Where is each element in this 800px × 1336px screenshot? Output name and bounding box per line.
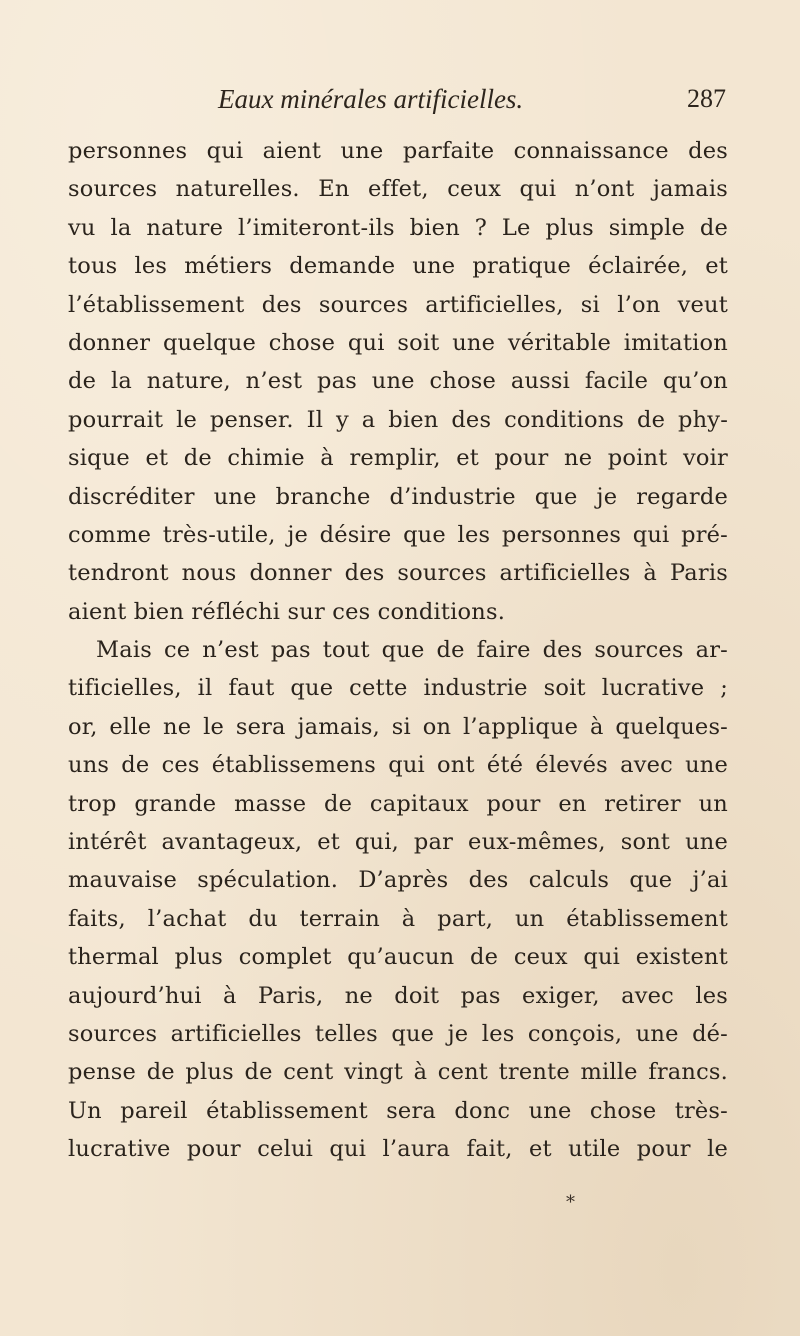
text-line: donner quelque chose qui soit une véritable imitation bbox=[68, 329, 728, 356]
text-line: tificielles, il faut que cette industrie soit lucrative ; bbox=[68, 675, 728, 702]
page-number: 287 bbox=[687, 84, 726, 113]
paragraph-last-line: aient bien réfléchi sur ces conditions. bbox=[68, 598, 506, 625]
text-line: sources naturelles. En effet, ceux qui n’ont jamais bbox=[68, 176, 728, 203]
text-line: faits, l’achat du terrain à part, un établissement bbox=[68, 905, 728, 932]
text-line: lucrative pour celui qui l’aura fait, et utile pour le bbox=[68, 1136, 728, 1163]
text-line: pense de plus de cent vingt à cent trente mille francs. bbox=[68, 1059, 728, 1086]
text-line: pourrait le penser. Il y a bien des conditions de phy- bbox=[68, 406, 728, 433]
text-line: sources artificielles telles que je les conçois, une dé- bbox=[68, 1020, 728, 1047]
text-line: tous les métiers demande une pratique éclairée, et bbox=[68, 253, 728, 280]
text-line: Un pareil établissement sera donc une chose très- bbox=[68, 1097, 728, 1124]
text-line: l’établissement des sources artificielles, si l’on veut bbox=[68, 291, 728, 318]
running-head bbox=[68, 84, 726, 120]
text-line: uns de ces établissemens qui ont été élevés avec une bbox=[68, 752, 728, 779]
text-line: thermal plus complet qu’aucun de ceux qui existent bbox=[68, 944, 728, 971]
text-line: comme très-utile, je désire que les personnes qui pré- bbox=[68, 521, 728, 548]
text-line: or, elle ne le sera jamais, si on l’applique à quelques- bbox=[68, 713, 728, 740]
text-line: discréditer une branche d’industrie que je regarde bbox=[68, 483, 728, 510]
text-line: intérêt avantageux, et qui, par eux-mêmes, sont une bbox=[68, 829, 728, 856]
text-line: sique et de chimie à remplir, et pour ne point voir bbox=[68, 445, 728, 472]
text-line: mauvaise spéculation. D’après des calculs que j’ai bbox=[68, 867, 728, 894]
text-line: personnes qui aient une parfaite connaissance des bbox=[68, 138, 728, 164]
signature-mark: * bbox=[566, 1192, 575, 1213]
text-line: aujourd’hui à Paris, ne doit pas exiger, avec les bbox=[68, 982, 728, 1009]
text-line: trop grande masse de capitaux pour en retirer un bbox=[68, 790, 728, 817]
text-line: de la nature, n’est pas une chose aussi facile qu’on bbox=[68, 368, 728, 395]
text-line: vu la nature l’imiteront-ils bien ? Le plus simple de bbox=[68, 214, 728, 241]
body-text bbox=[68, 132, 728, 1169]
paragraph-first-line: Mais ce n’est pas tout que de faire des sources ar- bbox=[96, 637, 728, 664]
running-title: Eaux minérales artificielles. bbox=[218, 84, 524, 114]
text-line: tendront nous donner des sources artificielles à Paris bbox=[68, 560, 728, 587]
